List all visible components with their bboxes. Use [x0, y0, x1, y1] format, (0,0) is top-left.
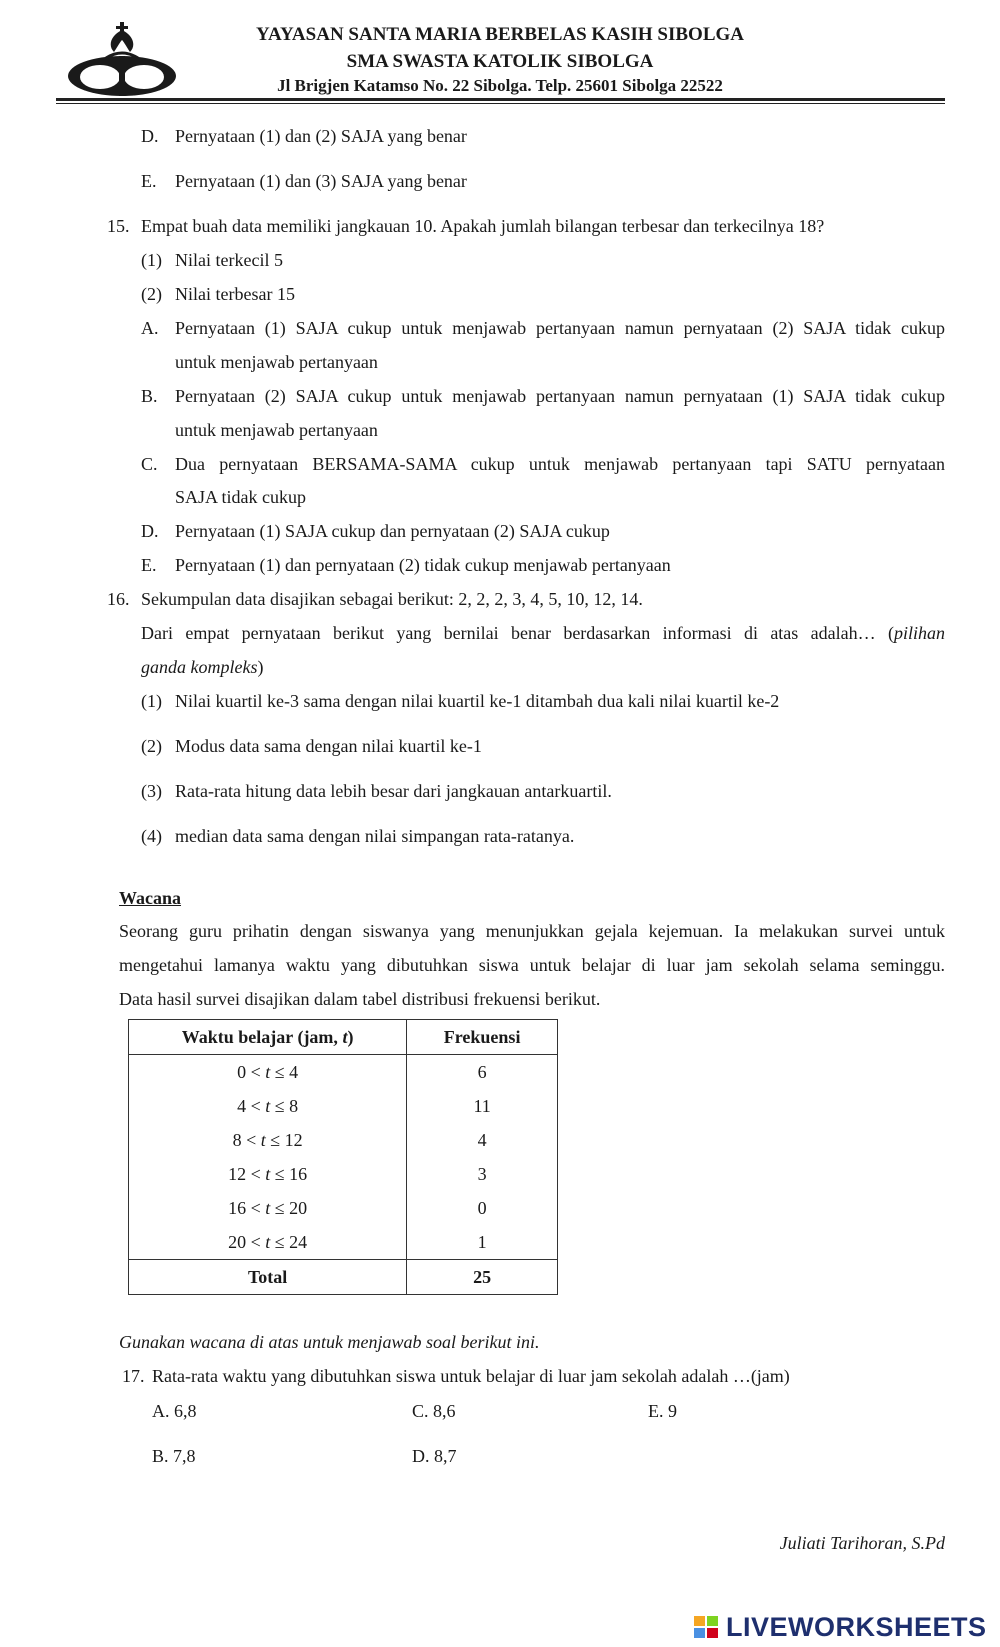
time-interval: 16 < t ≤ 20	[129, 1191, 407, 1225]
time-interval: 12 < t ≤ 16	[129, 1157, 407, 1191]
table-row	[129, 1157, 558, 1191]
q16-stmt1: Nilai kuartil ke-3 sama dengan nilai kuartil ke-1 ditambah dua kali nilai kuartil ke-2	[175, 691, 780, 711]
frequency-value: 1	[407, 1225, 558, 1260]
liveworksheets-logo-icon	[694, 1616, 720, 1640]
q15-stmt1-num: (1)	[141, 250, 162, 270]
q15-option-b-line1: Pernyataan (2) SAJA cukup untuk menjawab pertanyaan namun pernyataan (1) SAJA tidak cukup	[175, 386, 945, 406]
q17-option-e: E. 9	[648, 1401, 677, 1421]
table-total-row	[129, 1260, 558, 1295]
total-label: Total	[129, 1260, 407, 1295]
q17-number: 17.	[122, 1366, 145, 1386]
wacana-title: Wacana	[119, 888, 182, 908]
q16-stmt4-num: (4)	[141, 826, 162, 846]
table-header-time: Waktu belajar (jam, t)	[129, 1020, 407, 1055]
frequency-value: 11	[407, 1089, 558, 1123]
q17-option-a: A. 6,8	[152, 1401, 197, 1421]
q15-option-d-letter: D.	[141, 521, 159, 541]
header-foundation: YAYASAN SANTA MARIA BERBELAS KASIH SIBOLGA	[256, 24, 744, 45]
q15-option-e: Pernyataan (1) dan pernyataan (2) tidak cukup menjawab pertanyaan	[175, 555, 671, 575]
q15-question: Empat buah data memiliki jangkauan 10. Apakah jumlah bilangan terbesar dan terkecilnya 18?	[141, 216, 825, 236]
frequency-value: 6	[407, 1055, 558, 1090]
wacana-paragraph-line2: mengetahui lamanya waktu yang dibutuhkan siswa untuk belajar di luar jam sekolah selama seminggu.	[119, 955, 945, 975]
table-header-frequency: Frekuensi	[407, 1020, 558, 1055]
q14-option-e-letter: E.	[141, 171, 157, 191]
q15-option-c-letter: C.	[141, 454, 158, 474]
q15-option-d: Pernyataan (1) SAJA cukup dan pernyataan (2) SAJA cukup	[175, 521, 610, 541]
q15-stmt1: Nilai terkecil 5	[175, 250, 283, 270]
table-row	[129, 1055, 558, 1090]
wacana-paragraph-line3: Data hasil survei disajikan dalam tabel distribusi frekuensi berikut.	[119, 989, 601, 1009]
header-rule-thin	[56, 103, 945, 104]
instruction-text: Gunakan wacana di atas untuk menjawab soal berikut ini.	[119, 1332, 540, 1352]
q15-option-a-line2: untuk menjawab pertanyaan	[175, 352, 378, 372]
q16-stmt3: Rata-rata hitung data lebih besar dari jangkauan antarkuartil.	[175, 781, 612, 801]
q16-question: Sekumpulan data disajikan sebagai berikut: 2, 2, 2, 3, 4, 5, 10, 12, 14.	[141, 589, 643, 609]
q16-stmt2-num: (2)	[141, 736, 162, 756]
q16-intro-line1	[141, 622, 945, 644]
q15-option-a-letter: A.	[141, 318, 159, 338]
liveworksheets-text: LIVEWORKSHEETS	[726, 1612, 987, 1642]
q16-intro-text: Dari empat pernyataan berikut yang bernilai benar berdasarkan informasi di atas adalah… (	[141, 623, 894, 643]
q15-number: 15.	[107, 216, 130, 236]
q15-option-b-line2: untuk menjawab pertanyaan	[175, 420, 378, 440]
header-school: SMA SWASTA KATOLIK SIBOLGA	[346, 51, 654, 72]
q15-option-c-line1: Dua pernyataan BERSAMA-SAMA cukup untuk menjawab pertanyaan tapi SATU pernyataan	[175, 454, 945, 474]
time-interval: 0 < t ≤ 4	[129, 1055, 407, 1090]
q16-intro-italic: pilihan	[893, 623, 945, 643]
q15-stmt2-num: (2)	[141, 284, 162, 304]
q17-question: Rata-rata waktu yang dibutuhkan siswa untuk belajar di luar jam sekolah adalah …(jam)	[152, 1366, 790, 1386]
school-logo	[62, 20, 182, 98]
table-row	[129, 1191, 558, 1225]
header-address: Jl Brigjen Katamso No. 22 Sibolga. Telp. 25601 Sibolga 22522	[277, 76, 723, 95]
time-interval: 8 < t ≤ 12	[129, 1123, 407, 1157]
q14-option-d-letter: D.	[141, 126, 159, 146]
q15-option-e-letter: E.	[141, 555, 157, 575]
wacana-paragraph-line1: Seorang guru prihatin dengan siswanya yang menunjukkan gejala kejemuan. Ia melakukan survei untuk	[119, 921, 945, 941]
table-row	[129, 1123, 558, 1157]
q14-option-d: Pernyataan (1) dan (2) SAJA yang benar	[175, 126, 467, 146]
q16-intro-close: )	[257, 657, 264, 677]
q16-stmt1-num: (1)	[141, 691, 162, 711]
total-value: 25	[407, 1260, 558, 1295]
table-header-row	[129, 1020, 558, 1055]
q15-option-a-line1: Pernyataan (1) SAJA cukup untuk menjawab pertanyaan namun pernyataan (2) SAJA tidak cukup	[175, 318, 945, 338]
frequency-value: 4	[407, 1123, 558, 1157]
q17-option-b: B. 7,8	[152, 1446, 196, 1466]
q16-intro-line2	[141, 656, 263, 678]
q17-option-d: D. 8,7	[412, 1446, 457, 1466]
q15-option-c-line2: SAJA tidak cukup	[175, 487, 307, 507]
q16-stmt3-num: (3)	[141, 781, 162, 801]
frequency-value: 0	[407, 1191, 558, 1225]
q16-intro-italic-2: ganda kompleks	[141, 657, 258, 677]
header-rule-thick	[56, 98, 945, 101]
frequency-table	[128, 1019, 558, 1295]
time-interval: 20 < t ≤ 24	[129, 1225, 407, 1260]
liveworksheets-watermark	[694, 1612, 990, 1642]
q15-stmt2: Nilai terbesar 15	[175, 284, 295, 304]
time-interval: 4 < t ≤ 8	[129, 1089, 407, 1123]
table-row	[129, 1089, 558, 1123]
q14-option-e: Pernyataan (1) dan (3) SAJA yang benar	[175, 171, 467, 191]
author-signature: Juliati Tarihoran, S.Pd	[779, 1533, 945, 1553]
q15-option-b-letter: B.	[141, 386, 158, 406]
frequency-value: 3	[407, 1157, 558, 1191]
q16-number: 16.	[107, 589, 130, 609]
q17-option-c: C. 8,6	[412, 1401, 456, 1421]
table-row	[129, 1225, 558, 1260]
q16-stmt2: Modus data sama dengan nilai kuartil ke-1	[175, 736, 482, 756]
q16-stmt4: median data sama dengan nilai simpangan rata-ratanya.	[175, 826, 575, 846]
